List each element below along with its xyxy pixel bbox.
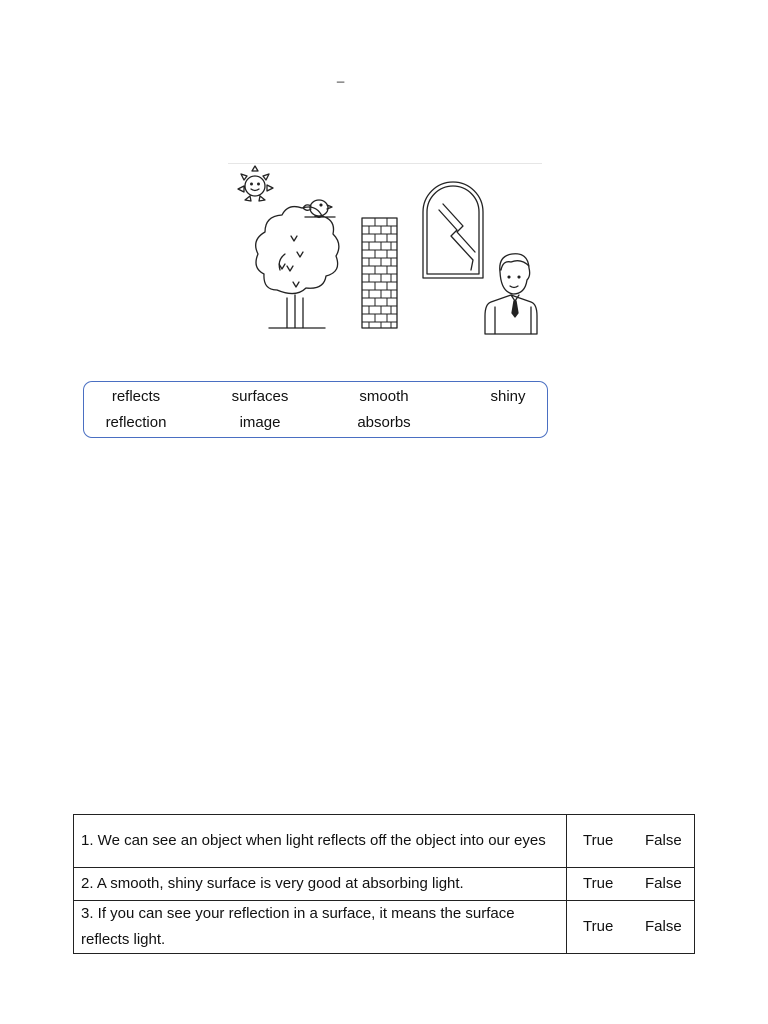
table-row xyxy=(74,901,695,954)
statement: 1. We can see an object when light reflects off the object into our eyes xyxy=(74,815,567,868)
true-false-options xyxy=(567,901,695,954)
statement: 2. A smooth, shiny surface is very good at absorbing light. xyxy=(74,868,567,901)
brick-wall-icon xyxy=(362,218,397,328)
false-option[interactable]: False xyxy=(645,918,682,935)
word-bank-item: absorbs xyxy=(357,414,411,431)
true-false-options xyxy=(567,868,695,901)
tree-icon xyxy=(256,207,339,328)
true-option[interactable]: True xyxy=(583,875,614,892)
word-bank-item: reflection xyxy=(105,414,167,431)
illustration xyxy=(225,162,545,342)
word-bank-item: image xyxy=(239,414,281,431)
true-false-table xyxy=(73,814,695,954)
word-bank xyxy=(83,381,548,438)
word-bank-item: surfaces xyxy=(231,388,289,405)
table-row xyxy=(74,815,695,868)
header-mark: _ xyxy=(337,68,345,83)
true-false-options xyxy=(567,815,695,868)
bird-icon xyxy=(303,200,335,218)
sun-icon xyxy=(238,166,273,201)
man-icon xyxy=(485,254,537,334)
false-option[interactable]: False xyxy=(645,832,682,849)
table-row xyxy=(74,868,695,901)
word-bank-item: smooth xyxy=(359,388,409,405)
false-option[interactable]: False xyxy=(645,875,682,892)
word-bank-item: shiny xyxy=(490,388,526,405)
statement: 3. If you can see your reflection in a surface, it means the surface reflects light. xyxy=(74,901,567,954)
true-option[interactable]: True xyxy=(583,918,614,935)
word-bank-item: reflects xyxy=(111,388,161,405)
true-option[interactable]: True xyxy=(583,832,614,849)
window-icon xyxy=(423,182,483,278)
